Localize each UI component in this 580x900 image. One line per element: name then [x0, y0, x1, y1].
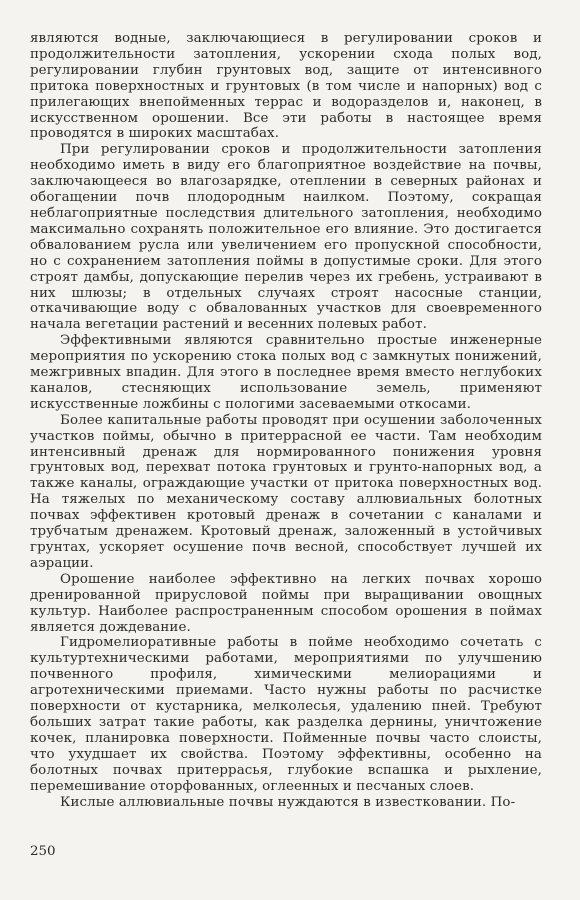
paragraph-3: Эффективными являются сравнительно простые инженерные мероприятия по ускорению стока полых вод с замкнутых понижений, межгривных впадин. Для этого в последнее время вместо неглубоких каналов, стесняющих использование земель, применяют искусственные ложбины с пологими засеваемыми откосами.	[30, 333, 542, 412]
paragraph-6: Гидромелиоративные работы в пойме необходимо сочетать с культуртехническими работами, мероприятиями по улучшению почвенного профиля, химическими мелиорациями и агротехническими приемами. Часто нужны работы по расчистке поверхности от кустарника, мелколесья, удалению пней. Требуют больших затрат такие работы, как разделка дернины, уничтожение кочек, планировка поверхности. Пойменные почвы часто слоисты, что ухудшает их свойства. Поэтому эффективны, особенно на болотных почвах притеррасья, глубокие вспашка и рыхление, перемешивание оторфованных, оглеенных и песчаных слоев.	[30, 635, 542, 794]
paragraph-5: Орошение наиболее эффективно на легких почвах хорошо дренированной прирусловой поймы при выращивании овощных культур. Наиболее распространенным способом орошения в поймах является дождевание.	[30, 571, 542, 635]
paragraph-4: Более капитальные работы проводят при осушении заболоченных участков поймы, обычно в притеррасной ее части. Там необходим интенсивный дренаж для нормированного понижения уровня грунтовых вод, перехват потока грунтовых и грунто-напорных вод, а также каналы, ограждающие участки от притока поверхностных вод. На тяжелых по механическому составу аллювиальных болотных почвах эффективен кротовый дренаж в сочетании с каналами и трубчатым дренажем. Кротовый дренаж, заложенный в устойчивых грунтах, ускоряет осушение почв весной, способствует лучшей их аэрации.	[30, 412, 542, 571]
paragraph-1: являются водные, заключающиеся в регулировании сроков и продолжительности затопления, ускорении схода полых вод, регулировании глубин грунтовых вод, защите от интенсивного притока поверхностных и грунтовых (в том числе и напорных) вод с прилегающих внепойменных террас и водоразделов и, наконец, в искусственном орошении. Все эти работы в настоящее время проводятся в широких масштабах.	[30, 31, 542, 142]
paragraph-2: При регулировании сроков и продолжительности затопления необходимо иметь в виду его благоприятное воздействие на почвы, заключающееся во влагозарядке, отеплении в северных районах и обогащении почв плодородным наилком. Поэтому, сокращая неблагоприятные последствия длительного затопления, необходимо максимально сохранять положительное его влияние. Это достигается обвалованием русла или увеличением его пропускной способности, но с сохранением затопления поймы в допустимые сроки. Для этого строят дамбы, допускающие перелив через их гребень, устраивают в них шлюзы; в отдельных случаях строят насосные станции, откачивающие воду с обвалованных участков для своевременного начала вегетации растений и весенних полевых работ.	[30, 142, 542, 333]
paragraph-7: Кислые аллювиальные почвы нуждаются в известковании. По-	[60, 794, 516, 810]
body-text	[30, 31, 542, 810]
page-number: 250	[30, 844, 56, 859]
